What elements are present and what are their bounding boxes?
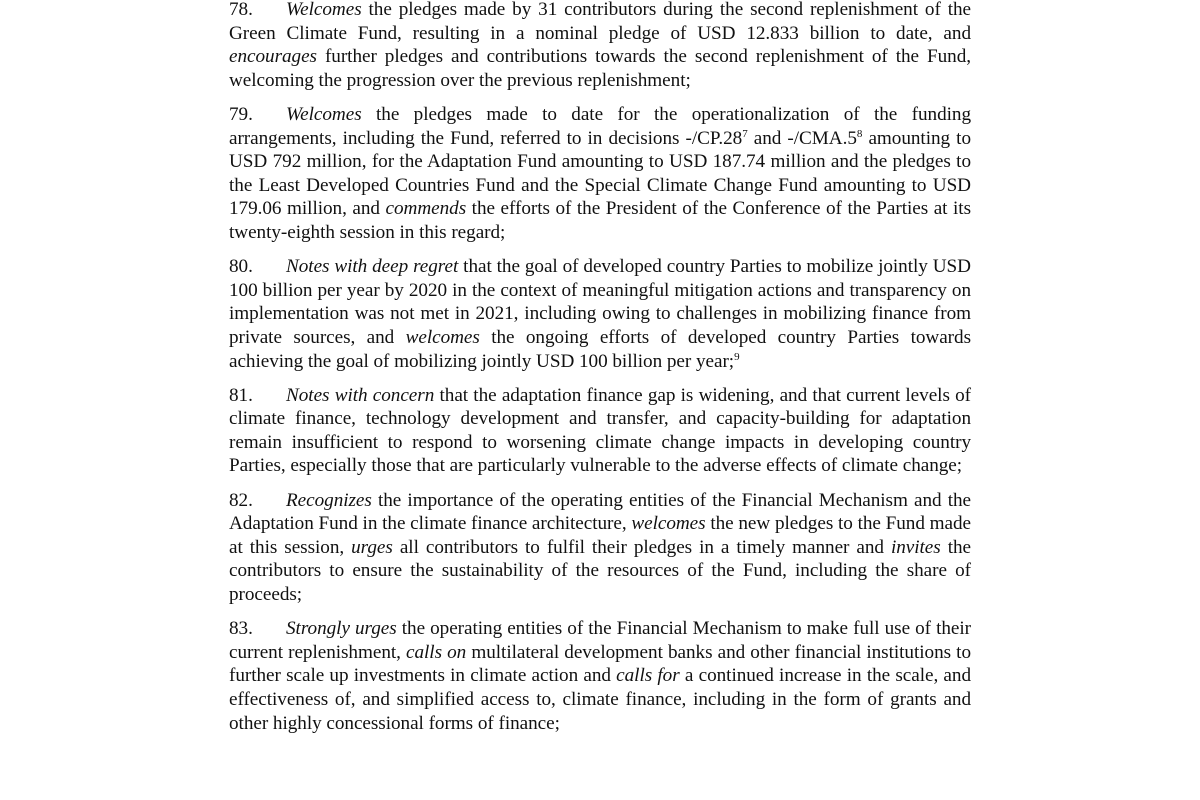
paragraph-text: a continued increase in the scale, and effectiveness of, and simplified access to, climate finance, including in the form of grants and other highly concessional forms of finance; <box>229 665 971 734</box>
paragraph-text: that the adaptation finance gap is widening, and that current levels of climate finance, technology development and transfer, and capacity-building for adaptation remain insufficient to respond to worsening climate change impacts in developing country Parties, especially those that are particularly vulnerable to the adverse effects of climate change; <box>229 384 971 477</box>
operative-verb: invites <box>890 536 941 558</box>
operative-verb: encourages <box>229 46 317 68</box>
paragraph-number: 78. <box>229 0 253 20</box>
paragraph-number: 82. <box>229 489 253 511</box>
paragraph-text: the operating entities of the Financial Mechanism to make full use of their current replenishment, <box>229 618 971 663</box>
paragraph-82 <box>229 489 971 607</box>
paragraph-text: further pledges and contributions towards the second replenishment of the Fund, welcoming the progression over the previous replenishment; <box>229 46 971 91</box>
operative-verb: Recognizes <box>286 489 372 511</box>
footnote-ref-9[interactable]: 9 <box>734 350 740 363</box>
paragraph-text: the efforts of the President of the Conference of the Parties at its twenty-eighth session in this regard; <box>229 198 971 243</box>
paragraph-text: the pledges made by 31 contributors during the second replenishment of the Green Climate Fund, resulting in a nominal pledge of USD 12.833 billion to date, and <box>229 0 971 44</box>
paragraph-number: 81. <box>229 384 253 406</box>
paragraph-number: 79. <box>229 103 253 125</box>
paragraph-text: the new pledges to the Fund made at this session, <box>229 513 971 558</box>
paragraph-text: the importance of the operating entities of the Financial Mechanism and the Adaptation Fund in the climate finance architecture, <box>229 489 971 535</box>
paragraph-text: all contributors to fulfil their pledges in a timely manner and <box>392 536 891 558</box>
operative-verb: Strongly urges <box>286 618 397 640</box>
paragraph-81 <box>229 384 971 478</box>
paragraph-text: multilateral development banks and other financial institutions to further scale up investments in climate action and <box>229 641 971 687</box>
paragraph-80 <box>229 255 971 373</box>
operative-verb: Notes with concern <box>286 384 435 406</box>
operative-verb: calls on <box>406 641 467 663</box>
paragraph-text: the contributors to ensure the sustainability of the resources of the Fund, including the share of proceeds; <box>229 536 972 606</box>
paragraph-79 <box>229 103 971 245</box>
operative-verb: commends <box>385 198 467 220</box>
footnote-ref-8[interactable]: 8 <box>856 127 863 140</box>
paragraph-text: amounting to USD 792 million, for the Adaptation Fund amounting to USD 187.74 million and the pledges to the Least Developed Countries Fund and the Special Climate Change Fund amounting to USD 179.06 million, and <box>229 127 971 220</box>
operative-verb: calls for <box>616 665 680 687</box>
paragraph-text: the ongoing efforts of developed country Parties towards achieving the goal of mobilizing jointly USD 100 billion per year; <box>229 326 971 372</box>
operative-verb: Welcomes <box>286 103 362 125</box>
paragraph-text: the pledges made to date for the operationalization of the funding arrangements, including the Fund, referred to in decisions -/CP.28 <box>229 103 971 149</box>
document-page <box>229 0 971 746</box>
paragraph-78 <box>229 0 971 92</box>
paragraph-number: 80. <box>229 256 253 278</box>
paragraph-83 <box>229 617 971 735</box>
operative-verb: welcomes <box>405 326 480 348</box>
operative-verb: Welcomes <box>286 0 362 20</box>
paragraph-text: and -/CMA.5 <box>747 127 857 149</box>
paragraph-number: 83. <box>229 618 253 640</box>
operative-verb: urges <box>351 536 393 558</box>
paragraph-text: that the goal of developed country Parties to mobilize jointly USD 100 billion per year by 2020 in the context of meaningful mitigation actions and transparency on implementation was not met in 2021, including owing to challenges in mobilizing finance from private sources, and <box>229 256 971 348</box>
operative-verb: welcomes <box>631 513 706 535</box>
footnote-ref-7[interactable]: 7 <box>742 127 748 140</box>
operative-verb: Notes with deep regret <box>286 256 459 278</box>
